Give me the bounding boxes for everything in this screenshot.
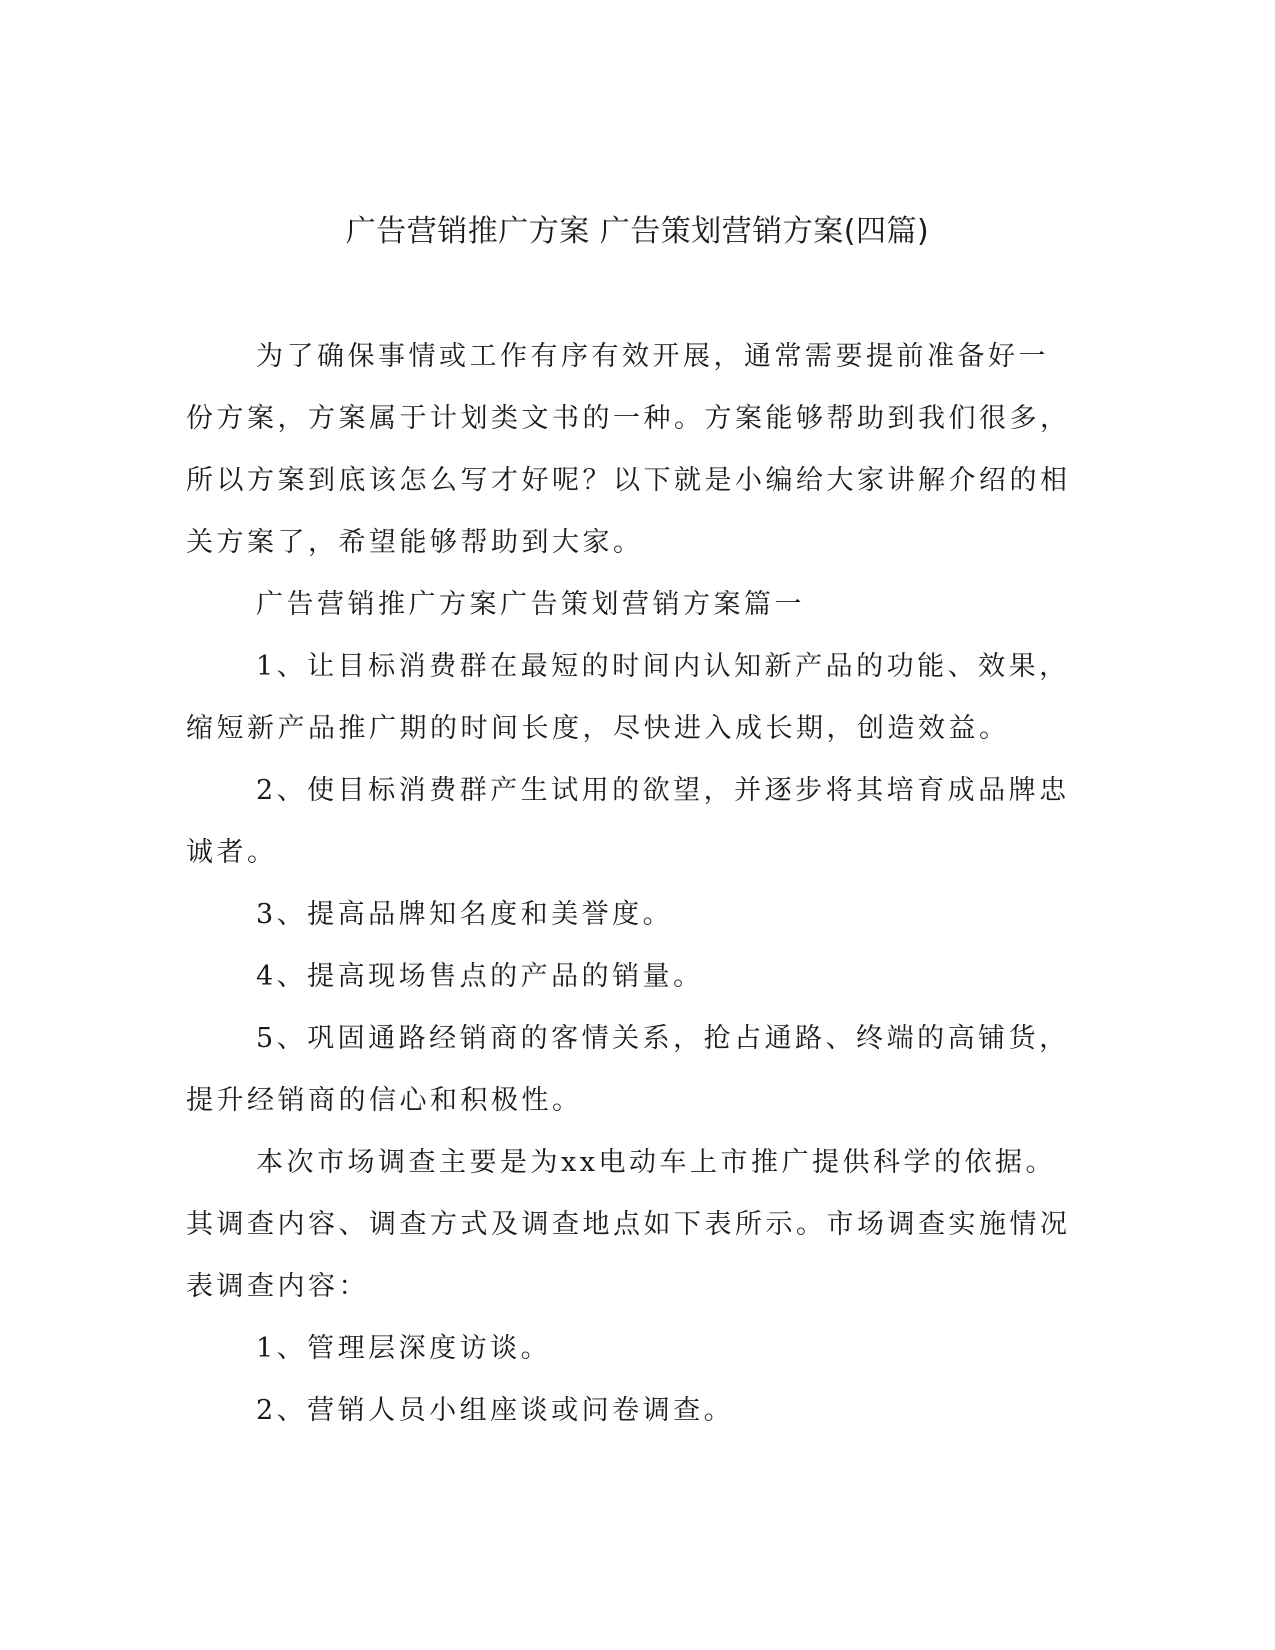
paragraph-survey: 本次市场调查主要是为xx电动车上市推广提供科学的依据。其调查内容、调查方式及调查地点如下表所示。市场调查实施情况表调查内容：: [186, 1147, 1071, 1302]
paragraph-intro: 为了确保事情或工作有序有效开展，通常需要提前准备好一份方案，方案属于计划类文书的一种。方案能够帮助到我们很多，所以方案到底该怎么写才好呢？以下就是小编给大家讲解介绍的相关方案了，希望能够帮助到大家。: [186, 341, 1071, 558]
list-item: 2、营销人员小组座谈或问卷调查。: [256, 1395, 735, 1426]
list-item: 4、提高现场售点的产品的销量。: [256, 961, 704, 992]
list-item: 2、使目标消费群产生试用的欲望，并逐步将其培育成品牌忠诚者。: [186, 775, 1070, 868]
list-item: 5、巩固通路经销商的客情关系，抢占通路、终端的高铺货，提升经销商的信心和积极性。: [186, 1023, 1070, 1116]
document-title: 广告营销推广方案 广告策划营销方案(四篇): [345, 214, 930, 249]
list-item: 1、管理层深度访谈。: [256, 1333, 552, 1364]
section-heading: 广告营销推广方案广告策划营销方案篇一: [256, 589, 805, 620]
document-body: [186, 326, 1076, 1442]
list-item: 3、提高品牌知名度和美誉度。: [256, 899, 674, 930]
list-item: 1、让目标消费群在最短的时间内认知新产品的功能、效果，缩短新产品推广期的时间长度，尽快进入成长期，创造效益。: [186, 651, 1070, 744]
